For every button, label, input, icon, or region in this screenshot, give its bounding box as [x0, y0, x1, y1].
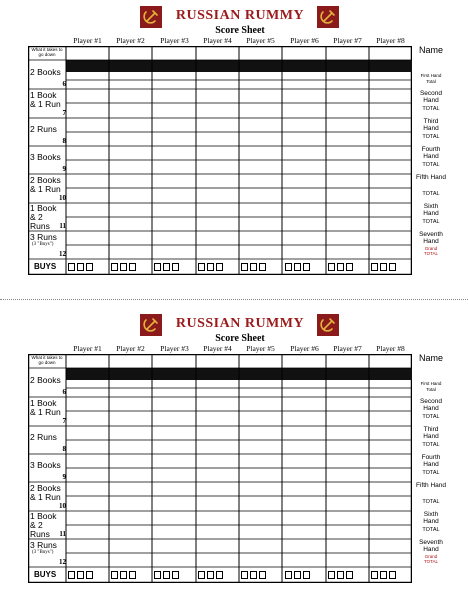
round-sublabel: (3 "Buys")	[32, 550, 54, 555]
buy-checkbox[interactable]	[198, 571, 205, 579]
buy-checkbox[interactable]	[207, 571, 214, 579]
hand-label: Third Hand	[423, 426, 439, 440]
buy-checkbox[interactable]	[216, 263, 223, 271]
player-column-header: Player #3	[160, 36, 189, 45]
buy-checkbox[interactable]	[86, 263, 93, 271]
round-label: 2 Books	[30, 67, 61, 77]
hammer-and-sickle-icon	[317, 6, 339, 28]
buy-checkbox[interactable]	[380, 571, 387, 579]
name-label: Name	[418, 45, 443, 55]
total-label: TOTAL	[422, 470, 440, 476]
round-label: 3 Runs	[30, 232, 57, 242]
round-label: 1 Book & 2 Runs	[30, 203, 57, 231]
buy-checkbox[interactable]	[250, 571, 257, 579]
buy-checkbox[interactable]	[120, 263, 127, 271]
round-label: 1 Book & 1 Run	[30, 398, 61, 417]
buy-checkbox[interactable]	[68, 571, 75, 579]
player-column-header: Player #8	[376, 344, 405, 353]
round-number: 11	[59, 530, 66, 538]
round-number: 10	[59, 502, 66, 510]
buy-checkbox[interactable]	[346, 263, 353, 271]
hammer-and-sickle-icon	[140, 314, 162, 336]
sheet-header	[140, 314, 340, 346]
buy-checkbox[interactable]	[250, 263, 257, 271]
score-grid-lines	[28, 354, 412, 583]
round-number: 12	[59, 558, 66, 566]
hand-label: Sixth Hand	[423, 203, 439, 217]
buy-checkbox[interactable]	[172, 263, 179, 271]
round-number: 7	[62, 417, 66, 425]
sheet-title: RUSSIAN RUMMY	[175, 316, 305, 331]
player-column-header: Player #1	[73, 344, 102, 353]
buy-checkbox[interactable]	[241, 263, 248, 271]
round-number: 6	[62, 80, 66, 88]
player-column-header: Player #7	[333, 36, 362, 45]
buy-checkbox[interactable]	[294, 263, 301, 271]
buy-checkbox[interactable]	[380, 263, 387, 271]
player-header-row	[66, 344, 412, 354]
total-label: TOTAL	[422, 527, 440, 533]
grand-total-label: Grand TOTAL	[423, 554, 439, 564]
hand-label: Third Hand	[423, 118, 439, 132]
total-label: TOTAL	[422, 106, 440, 112]
hammer-and-sickle-icon	[140, 6, 162, 28]
round-number: 9	[62, 165, 66, 173]
score-grid[interactable]	[28, 354, 412, 583]
hand-label: Sixth Hand	[423, 511, 439, 525]
buys-label: BUYS	[34, 570, 57, 579]
buy-checkbox[interactable]	[77, 263, 84, 271]
round-label: 1 Book & 1 Run	[30, 90, 61, 109]
total-label: Total	[426, 387, 436, 392]
player-header-row	[66, 36, 412, 46]
go-down-note: What it takes to go down	[31, 355, 63, 365]
round-label: 2 Runs	[30, 432, 57, 442]
hammer-and-sickle-icon	[317, 314, 339, 336]
buy-checkbox[interactable]	[86, 571, 93, 579]
buy-checkbox[interactable]	[129, 263, 136, 271]
round-number: 8	[62, 137, 66, 145]
go-down-note: What it takes to go down	[31, 47, 63, 57]
hand-label: Seventh Hand	[419, 539, 443, 553]
buy-checkbox[interactable]	[303, 263, 310, 271]
round-label: 2 Books	[30, 375, 61, 385]
buy-checkbox[interactable]	[120, 571, 127, 579]
buy-checkbox[interactable]	[303, 571, 310, 579]
buy-checkbox[interactable]	[154, 571, 161, 579]
buy-checkbox[interactable]	[371, 263, 378, 271]
buy-checkbox[interactable]	[285, 263, 292, 271]
buy-checkbox[interactable]	[259, 263, 266, 271]
round-label: 2 Books & 1 Run	[30, 483, 61, 502]
sheet-header	[140, 6, 340, 38]
total-label: TOTAL	[422, 414, 440, 420]
buy-checkbox[interactable]	[198, 263, 205, 271]
score-grid-lines	[28, 46, 412, 275]
buys-label: BUYS	[34, 262, 57, 271]
buy-checkbox[interactable]	[337, 263, 344, 271]
player-column-header: Player #5	[246, 344, 275, 353]
total-label: TOTAL	[422, 191, 440, 197]
round-sublabel: (3 "Buys")	[32, 242, 54, 247]
hand-label: Second Hand	[419, 398, 443, 412]
round-number: 11	[59, 222, 66, 230]
hand-label: First Hand	[420, 73, 442, 78]
player-column-header: Player #1	[73, 36, 102, 45]
buy-checkbox[interactable]	[163, 571, 170, 579]
player-column-header: Player #7	[333, 344, 362, 353]
hand-label: Fifth Hand	[416, 174, 446, 181]
buy-checkbox[interactable]	[371, 571, 378, 579]
buy-checkbox[interactable]	[328, 263, 335, 271]
buy-checkbox[interactable]	[111, 263, 118, 271]
round-label: 3 Books	[30, 460, 61, 470]
round-number: 10	[59, 194, 66, 202]
sheet-title: RUSSIAN RUMMY	[175, 8, 305, 23]
buy-checkbox[interactable]	[216, 571, 223, 579]
total-label: TOTAL	[422, 219, 440, 225]
buy-checkbox[interactable]	[389, 571, 396, 579]
buy-checkbox[interactable]	[172, 571, 179, 579]
buy-checkbox[interactable]	[77, 571, 84, 579]
buy-checkbox[interactable]	[346, 571, 353, 579]
player-column-header: Player #2	[116, 36, 145, 45]
round-label: 1 Book & 2 Runs	[30, 511, 57, 539]
player-column-header: Player #2	[116, 344, 145, 353]
buy-checkbox[interactable]	[207, 263, 214, 271]
round-number: 7	[62, 109, 66, 117]
buy-checkbox[interactable]	[241, 571, 248, 579]
buy-checkbox[interactable]	[389, 263, 396, 271]
round-label: 2 Runs	[30, 124, 57, 134]
round-number: 8	[62, 445, 66, 453]
player-column-header: Player #8	[376, 36, 405, 45]
buy-checkbox[interactable]	[111, 571, 118, 579]
buy-checkbox[interactable]	[68, 263, 75, 271]
cut-line	[0, 299, 468, 300]
player-column-header: Player #4	[203, 344, 232, 353]
total-label: Total	[426, 79, 436, 84]
total-label: TOTAL	[422, 134, 440, 140]
player-column-header: Player #5	[246, 36, 275, 45]
hand-label: Fourth Hand	[421, 454, 441, 468]
grand-total-label: Grand TOTAL	[423, 246, 439, 256]
sheet-subtitle: Score Sheet	[215, 333, 265, 344]
hand-label: Second Hand	[419, 90, 443, 104]
buy-checkbox[interactable]	[328, 571, 335, 579]
total-label: TOTAL	[422, 162, 440, 168]
round-label: 3 Books	[30, 152, 61, 162]
sheet-subtitle: Score Sheet	[215, 25, 265, 36]
round-label: 2 Books & 1 Run	[30, 175, 61, 194]
round-number: 12	[59, 250, 66, 258]
buy-checkbox[interactable]	[294, 571, 301, 579]
player-column-header: Player #6	[290, 36, 319, 45]
round-label: 3 Runs	[30, 540, 57, 550]
player-column-header: Player #6	[290, 344, 319, 353]
hand-label: Fourth Hand	[421, 146, 441, 160]
buy-checkbox[interactable]	[285, 571, 292, 579]
buy-checkbox[interactable]	[337, 571, 344, 579]
player-column-header: Player #3	[160, 344, 189, 353]
round-number: 6	[62, 388, 66, 396]
hand-label: Seventh Hand	[419, 231, 443, 245]
buy-checkbox[interactable]	[129, 571, 136, 579]
round-number: 9	[62, 473, 66, 481]
player-column-header: Player #4	[203, 36, 232, 45]
score-grid[interactable]	[28, 46, 412, 275]
total-label: TOTAL	[422, 499, 440, 505]
hand-label: First Hand	[420, 381, 442, 386]
buy-checkbox[interactable]	[259, 571, 266, 579]
total-label: TOTAL	[422, 442, 440, 448]
name-label: Name	[418, 353, 443, 363]
buy-checkbox[interactable]	[163, 263, 170, 271]
buy-checkbox[interactable]	[154, 263, 161, 271]
hand-label: Fifth Hand	[416, 482, 446, 489]
